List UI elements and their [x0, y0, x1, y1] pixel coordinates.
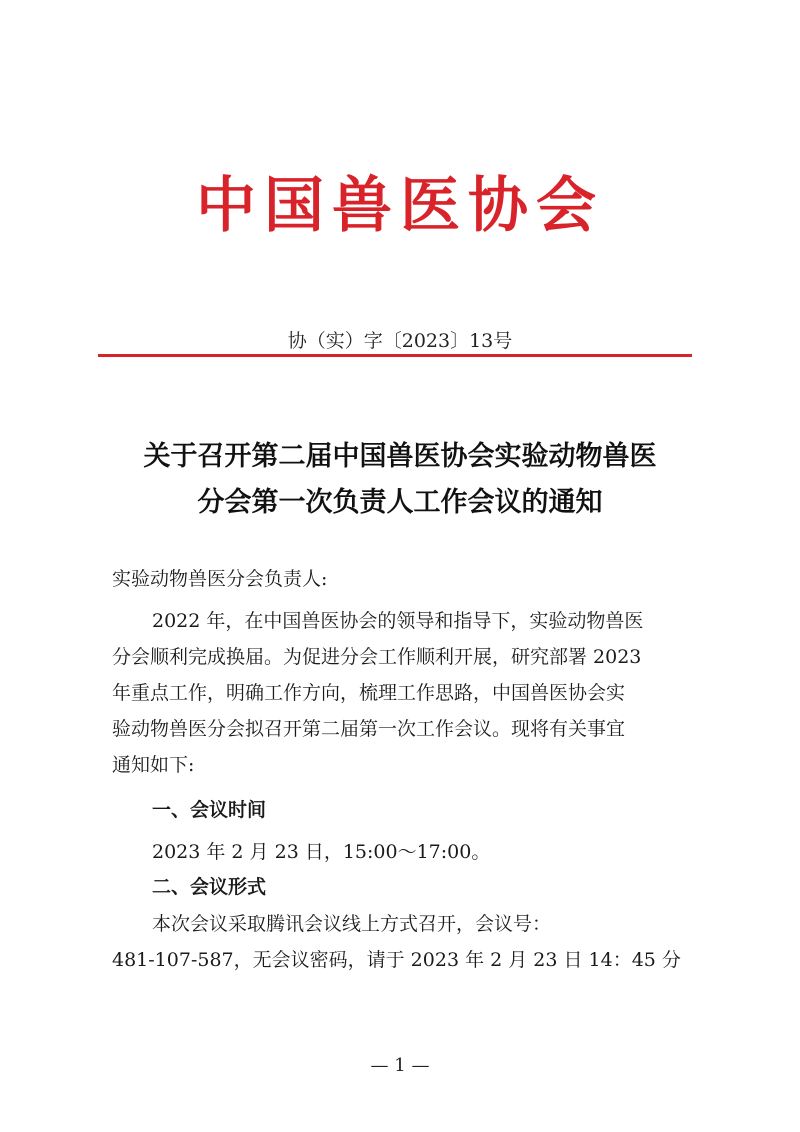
document-number: 协（实）字〔2023〕13号: [287, 330, 513, 352]
paragraph-line: 481-107-587，无会议密码，请于 2023 年 2 月 23 日 14：45 分: [112, 949, 681, 971]
section-heading-meeting-time: 一、会议时间: [152, 799, 267, 821]
intro-paragraph: [112, 603, 690, 783]
notice-title-line-2: 分会第一次负责人工作会议的通知: [197, 487, 603, 518]
paragraph-line: 通知如下:: [112, 754, 195, 776]
notice-title: [90, 434, 710, 526]
section-heading-meeting-format: 二、会议形式: [152, 876, 267, 898]
paragraph-line: 分会顺利完成换届。为促进分会工作顺利开展，研究部署 2023: [112, 646, 642, 668]
meeting-time-text: 2023 年 2 月 23 日，15:00～17:00。: [152, 841, 491, 863]
meeting-format-paragraph: [112, 906, 690, 978]
notice-title-line-1: 关于召开第二届中国兽医协会实验动物兽医: [143, 441, 657, 472]
salutation: 实验动物兽医分会负责人:: [112, 568, 328, 590]
paragraph-line: 年重点工作，明确工作方向，梳理工作思路，中国兽医协会实: [112, 682, 626, 704]
paragraph-line: 本次会议采取腾讯会议线上方式召开，会议号：: [152, 913, 552, 935]
red-divider-line: [98, 354, 692, 357]
organization-header-title: 中国兽医协会: [196, 171, 604, 241]
paragraph-line: 2022 年，在中国兽医协会的领导和指导下，实验动物兽医: [152, 610, 644, 632]
paragraph-line: 验动物兽医分会拟召开第二届第一次工作会议。现将有关事宜: [112, 718, 626, 740]
page-number: — 1 —: [370, 1055, 430, 1076]
